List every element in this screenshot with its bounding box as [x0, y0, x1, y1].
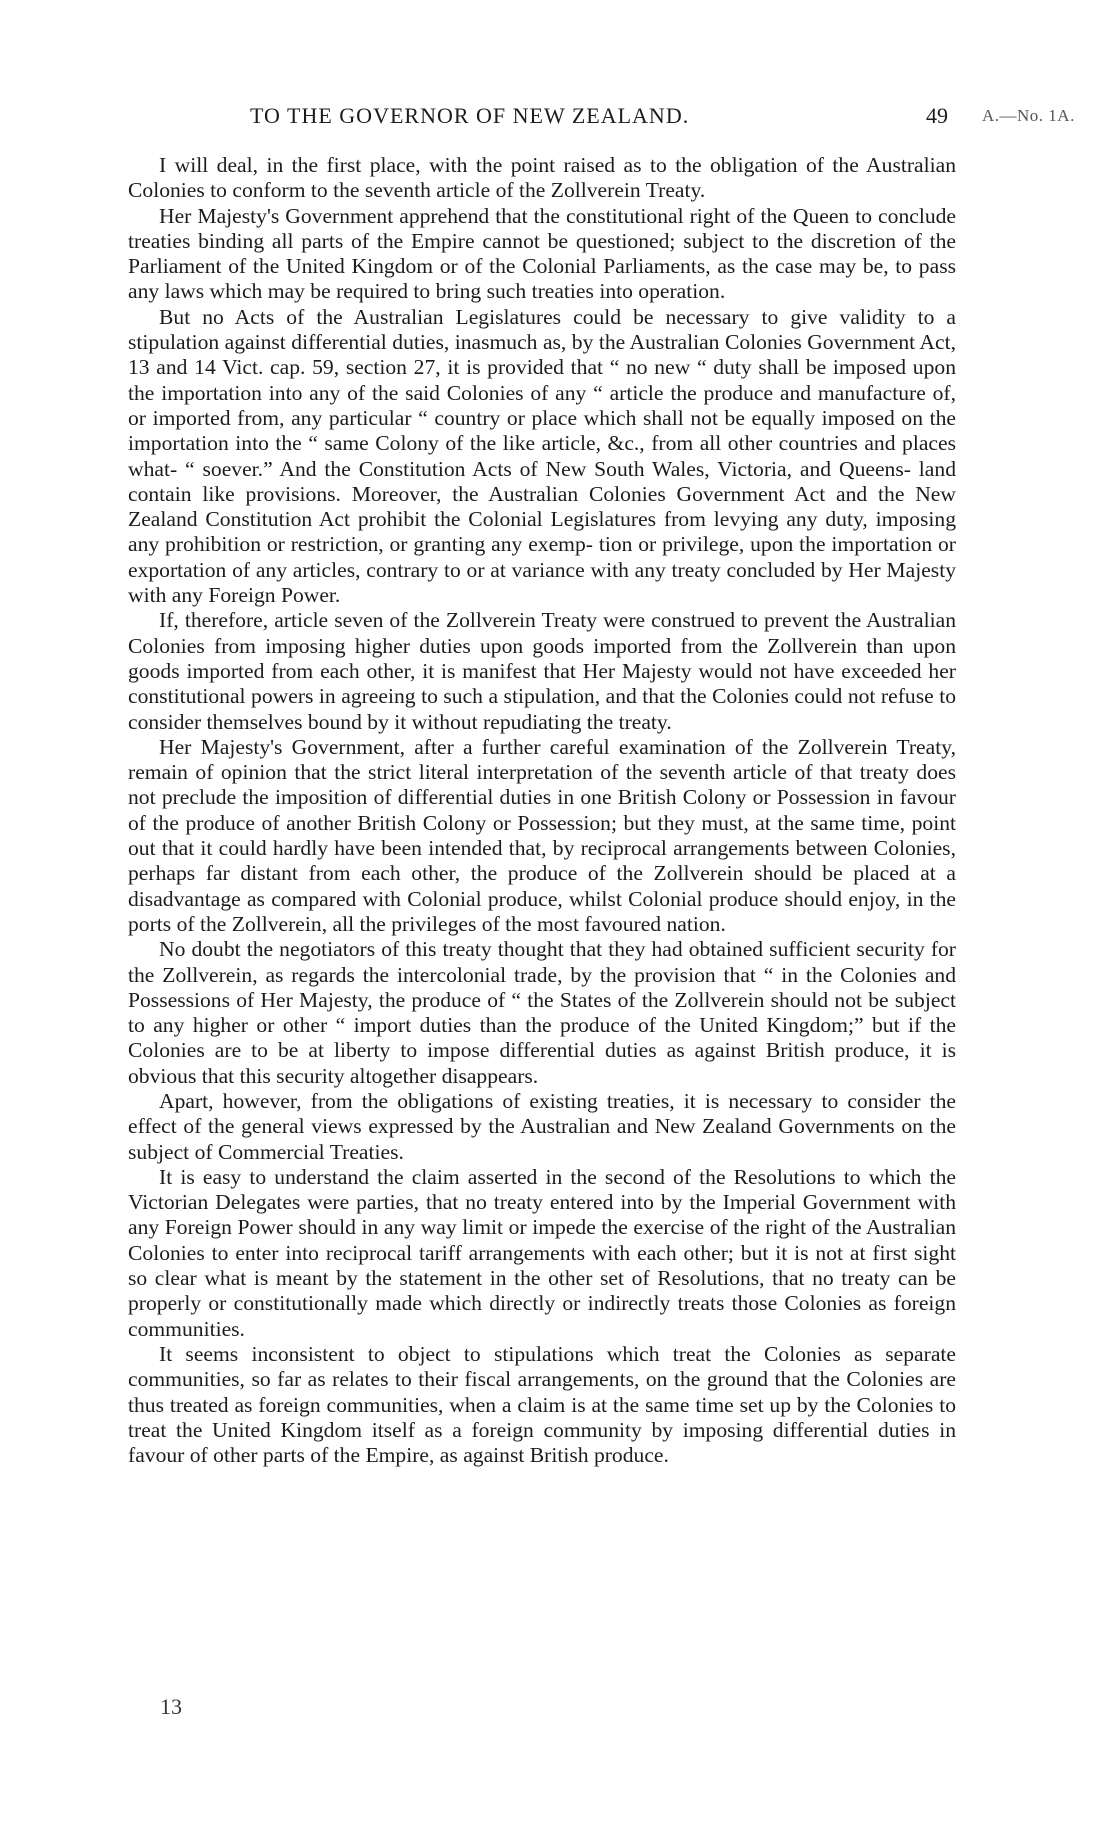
signature-mark: 13	[160, 1694, 182, 1719]
paragraph-4: If, therefore, article seven of the Zollverein Treaty were construed to prevent the Australian Colonies from imposing higher duties upon goods imported from the Zollverein than upon goods imported from each other, it is manifest that Her Majesty would not have exceeded her constitutional powers in agreeing to such a stipulation, and that the Colonies could not refuse to consider themselves bound by it without repudiating the treaty.	[128, 608, 956, 734]
paragraph-8: It is easy to understand the claim asserted in the second of the Resolutions to which the Victorian Delegates were parties, that no treaty entered into by the Imperial Government with any Foreign Power should in any way limit or impede the exercise of the right of the Australian Colonies to enter into reciprocal tariff arrangements with each other; but it is not at first sight so clear what is meant by the statement in the other set of Resolutions, that no treaty can be properly or constitutionally made which directly or indirectly treats those Colonies as foreign communities.	[128, 1164, 956, 1341]
running-title: TO THE GOVERNOR OF NEW ZEALAND.	[250, 103, 690, 128]
page-header	[0, 103, 1114, 133]
paragraph-3: But no Acts of the Australian Legislatures could be necessary to give validity to a stipulation against differential duties, inasmuch as, by the Australian Colonies Government Act, 13 and 14 Vict. cap. 59, section 27, it is provided that “ no new “ duty shall be imposed upon the importation into any of the said Colonies of any “ article the produce and manufacture of, or imported from, any particular “ country or place which shall not be equally imposed on the importation into the “ same Colony of the like article, &c., from all other countries and places what- “ soever.” And the Constitution Acts of New South Wales, Victoria, and Queens- land contain like provisions. Moreover, the Australian Colonies Government Act and the New Zealand Constitution Act prohibit the Colonial Legislatures from levying any duty, imposing any prohibition or restriction, or granting any exemp- tion or privilege, upon the importation or exportation of any articles, contrary to or at variance with any treaty concluded by Her Majesty with any Foreign Power.	[128, 304, 956, 608]
paragraph-5: Her Majesty's Government, after a further careful examination of the Zollverein Treaty, remain of opinion that the strict literal interpretation of the seventh article of that treaty does not preclude the imposition of differential duties in one British Colony or Possession in favour of the produce of another British Colony or Possession; but they must, at the same time, point out that it could hardly have been intended that, by reciprocal arrangements between Colonies, perhaps far distant from each other, the produce of the Zollverein should be placed at a disadvantage as compared with Colonial produce, whilst Colonial produce should enjoy, in the ports of the Zollverein, all the privileges of the most favoured nation.	[128, 734, 956, 936]
body-text	[128, 153, 956, 1468]
paragraph-2: Her Majesty's Government apprehend that the constitutional right of the Queen to conclude treaties binding all parts of the Empire cannot be questioned; subject to the discretion of the Parliament of the United Kingdom or of the Colonial Parliaments, as the case may be, to pass any laws which may be required to bring such treaties into operation.	[128, 203, 956, 304]
paragraph-6: No doubt the negotiators of this treaty thought that they had obtained sufficient security for the Zollverein, as regards the intercolonial trade, by the provision that “ in the Colonies and Possessions of Her Majesty, the produce of “ the States of the Zollverein should not be subject to any higher or other “ import duties than the produce of the United Kingdom;” but if the Colonies are to be at liberty to impose differential duties as against British produce, it is obvious that this security altogether disappears.	[128, 937, 956, 1088]
paragraph-9: It seems inconsistent to object to stipulations which treat the Colonies as separate communities, so far as relates to their fiscal arrangements, on the ground that the Colonies are thus treated as foreign communities, when a claim is at the same time set up by the Colonies to treat the United Kingdom itself as a foreign community by imposing differential duties in favour of other parts of the Empire, as against British produce.	[128, 1341, 956, 1468]
paragraph-1: I will deal, in the first place, with the point raised as to the obligation of the Australian Colonies to conform to the seventh article of the Zollverein Treaty.	[128, 153, 956, 203]
paragraph-7: Apart, however, from the obligations of existing treaties, it is necessary to consider the effect of the general views expressed by the Australian and New Zealand Governments on the subject of Commercial Treaties.	[128, 1088, 956, 1164]
page-number: 49	[926, 103, 948, 128]
document-reference: A.—No. 1A.	[982, 106, 1075, 125]
